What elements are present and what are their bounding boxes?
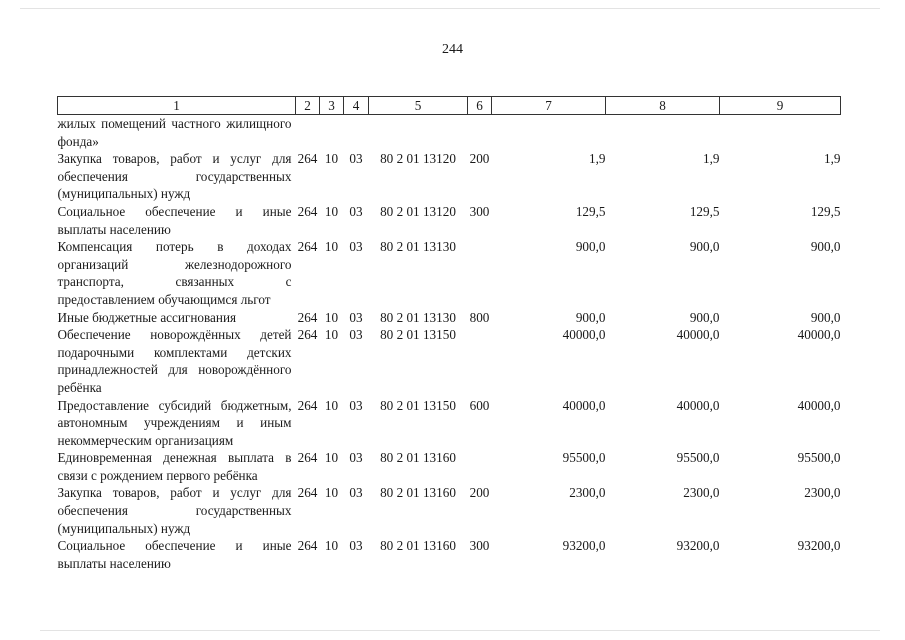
row-code-target: 80 2 01 13130 [380,239,456,255]
row-value-col-9: 95500,0 [797,450,841,466]
row-code-ministry: 264 [297,450,318,466]
row-code-ministry: 264 [297,538,318,554]
row-value-col-9: 40000,0 [797,397,841,413]
row-value-col-8: 93200,0 [676,538,720,554]
row-code-expense-type [468,326,492,396]
row-code-subsection: 03 [349,239,363,255]
row-code-ministry: 264 [297,203,318,219]
row-code-subsection: 03 [349,151,363,167]
row-code-ministry: 264 [297,397,318,413]
row-value-col-8: 900,0 [689,309,720,325]
page-number: 244 [442,42,463,57]
row-code-target: 80 2 01 13120 [380,203,456,219]
table-row [58,484,841,537]
row-name: Обеспечение новорождённых детей подарочными комплектами детских принадлежностей для новорождённого ребёнка [57,327,292,395]
row-value-col-7: 2300,0 [569,485,606,501]
row-code-expense-type [468,238,492,308]
row-code-expense-type [468,115,492,151]
table-row [58,309,841,327]
table-row [58,238,841,308]
row-name: Социальное обеспечение и иные выплаты населению [57,538,292,571]
row-code-section: 10 [324,485,339,501]
table-header-row [58,97,841,115]
row-code-section: 10 [324,203,339,219]
header-col-1: 1 [58,97,296,115]
row-code-section: 10 [324,151,339,167]
row-code-subsection: 03 [349,485,363,501]
header-col-6: 6 [468,97,492,115]
row-name: Закупка товаров, работ и услуг для обеспечения государственных (муниципальных) нужд [57,151,292,202]
row-code-expense-type: 600 [469,397,490,413]
row-code-subsection: 03 [349,327,363,343]
row-code-ministry: 264 [297,309,318,325]
row-value-col-8: 40000,0 [676,397,720,413]
row-code-expense-type: 800 [469,309,490,325]
table-row [58,397,841,450]
row-value-col-9: 1,9 [824,151,841,167]
row-code-expense-type: 300 [469,203,490,219]
row-name: Предоставление субсидий бюджетным, автономным учреждениям и иным некоммерческим организациям [57,397,292,448]
table-row [58,449,841,484]
row-value-col-7: 1,9 [589,151,606,167]
row-code-subsection: 03 [349,309,363,325]
header-col-7: 7 [492,97,606,115]
row-value-col-7: 93200,0 [562,538,606,554]
scan-artifact-bottom [40,630,880,631]
row-value-col-9: 129,5 [810,203,841,219]
table-row [58,203,841,238]
row-code-section: 10 [324,450,339,466]
row-value-col-7 [492,115,606,151]
row-value-col-9: 93200,0 [797,538,841,554]
row-name: Иные бюджетные ассигнования [57,309,237,325]
row-code-section [320,115,344,151]
row-value-col-9: 900,0 [810,309,841,325]
row-code-target: 80 2 01 13120 [380,151,456,167]
row-code-subsection: 03 [349,450,363,466]
row-value-col-7: 40000,0 [562,397,606,413]
row-value-col-7: 129,5 [575,203,606,219]
row-code-target: 80 2 01 13130 [380,309,456,325]
row-value-col-8: 40000,0 [676,327,720,343]
row-name: Единовременная денежная выплата в связи с рождением первого ребёнка [57,450,292,483]
row-code-expense-type [468,449,492,484]
row-code-subsection: 03 [349,203,363,219]
table-row [58,326,841,396]
row-code-target: 80 2 01 13150 [380,327,456,343]
row-code-ministry: 264 [297,485,318,501]
header-col-4: 4 [344,97,369,115]
table-row [58,150,841,203]
row-value-col-9: 40000,0 [797,327,841,343]
row-value-col-7: 900,0 [575,239,606,255]
row-value-col-9: 900,0 [810,239,841,255]
row-value-col-7: 40000,0 [562,327,606,343]
row-code-expense-type: 300 [469,538,490,554]
row-code-expense-type: 200 [469,485,490,501]
row-value-col-7: 900,0 [575,309,606,325]
row-name: Социальное обеспечение и иные выплаты населению [57,203,292,237]
row-code-subsection [344,115,369,151]
row-code-subsection: 03 [349,397,363,413]
row-code-target [369,115,468,151]
row-code-ministry: 264 [297,151,318,167]
scan-artifact-top [20,8,880,9]
table-row [58,115,841,151]
row-name: Закупка товаров, работ и услуг для обеспечения государственных (муниципальных) нужд [57,485,292,536]
row-value-col-9: 2300,0 [804,485,841,501]
row-value-col-8: 2300,0 [683,485,720,501]
row-value-col-8: 1,9 [703,151,720,167]
row-code-target: 80 2 01 13160 [380,538,456,554]
header-col-9: 9 [720,97,841,115]
row-code-section: 10 [324,239,339,255]
header-col-5: 5 [369,97,468,115]
row-code-target: 80 2 01 13150 [380,397,456,413]
row-value-col-9 [720,115,841,151]
row-code-ministry: 264 [297,239,318,255]
row-value-col-8 [606,115,720,151]
row-name: жилых помещений частного жилищного фонда» [57,116,292,149]
budget-table [57,96,841,572]
row-code-section: 10 [324,397,339,413]
row-value-col-8: 95500,0 [676,450,720,466]
row-value-col-7: 95500,0 [562,450,606,466]
row-code-target: 80 2 01 13160 [380,485,456,501]
table-row [58,537,841,572]
header-col-2: 2 [296,97,320,115]
row-code-ministry [296,115,320,151]
row-value-col-8: 129,5 [689,203,720,219]
row-code-expense-type: 200 [469,151,490,167]
header-col-3: 3 [320,97,344,115]
row-code-section: 10 [324,327,339,343]
row-value-col-8: 900,0 [689,239,720,255]
row-code-section: 10 [324,538,339,554]
row-name: Компенсация потерь в доходах организаций железнодорожного транспорта, связанных с предоставлением обучающимся льгот [57,239,292,307]
row-code-subsection: 03 [349,538,363,554]
row-code-section: 10 [324,309,339,325]
row-code-ministry: 264 [297,327,318,343]
row-code-target: 80 2 01 13160 [380,450,456,466]
header-col-8: 8 [606,97,720,115]
